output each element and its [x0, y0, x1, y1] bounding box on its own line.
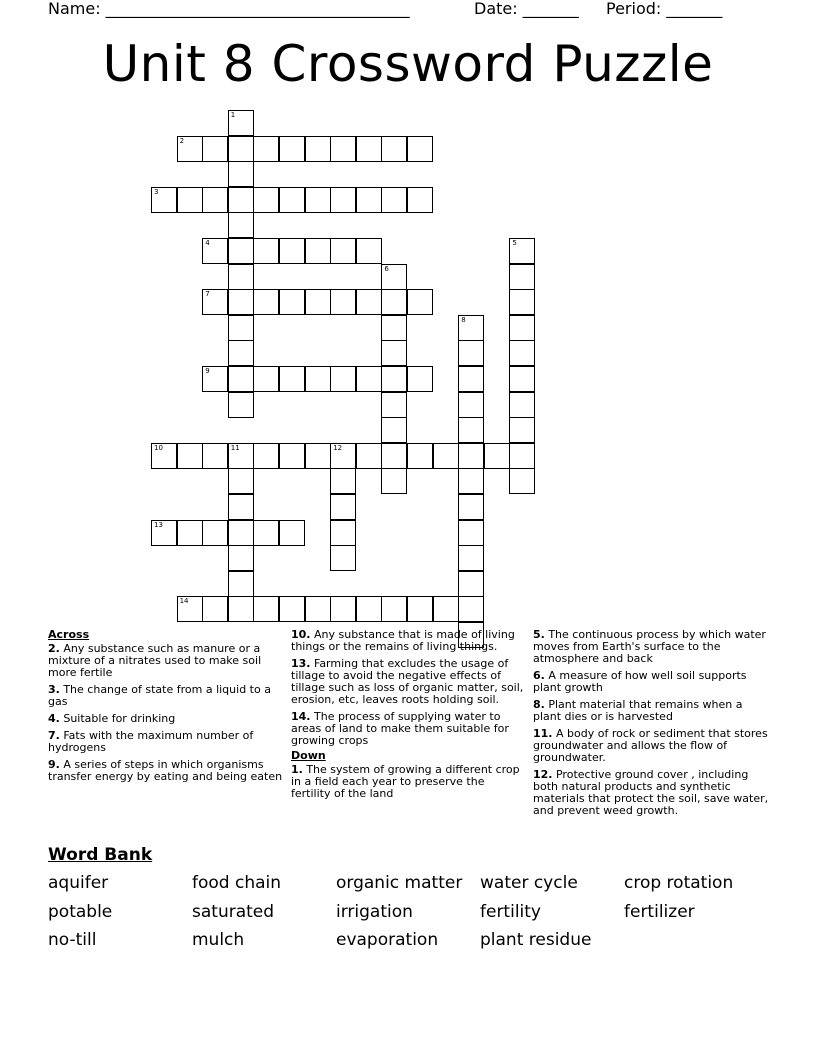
clue [291, 711, 527, 747]
word-bank-word: no-till [48, 930, 97, 950]
crossword-cell[interactable] [356, 136, 382, 162]
crossword-cell[interactable] [202, 187, 228, 213]
word-bank-word: plant residue [480, 930, 592, 950]
word-bank-title: Word Bank [48, 845, 153, 865]
crossword-cell[interactable] [228, 315, 254, 341]
clue-column-2 [291, 629, 527, 805]
crossword-cell[interactable] [228, 443, 254, 469]
clue-number: 10. [291, 628, 311, 641]
word-bank-word: food chain [192, 873, 282, 893]
crossword-cell[interactable] [509, 417, 535, 443]
clue-text: Farming that excludes the usage of tillage to avoid the negative effects of tillage such as loss of organic matter, soil, erosion, etc, leaves roots holding soil. [291, 657, 524, 706]
clue-text: The system of growing a different crop in a field each year to preserve the fertility of the land [291, 763, 520, 800]
clue-text: A series of steps in which organisms transfer energy by eating and being eaten [48, 758, 283, 783]
across-clue-list-continued [291, 629, 527, 747]
crossword-cell[interactable] [253, 520, 279, 546]
clue-number: 7. [48, 729, 60, 742]
clue-number: 3. [48, 683, 60, 696]
crossword-cell[interactable] [177, 443, 203, 469]
crossword-cell[interactable] [151, 443, 177, 469]
word-bank-word: water cycle [480, 873, 578, 893]
crossword-cell[interactable] [330, 187, 356, 213]
word-bank-word: irrigation [336, 902, 413, 922]
clue [48, 730, 284, 754]
clue-text: The process of supplying water to areas of land to make them suitable for growing crops [291, 710, 509, 747]
crossword-cell[interactable] [509, 315, 535, 341]
crossword-cell[interactable] [433, 443, 459, 469]
clue-number: 9. [48, 758, 60, 771]
crossword-cell[interactable] [253, 443, 279, 469]
clue-number: 12 [333, 443, 343, 452]
crossword-cell[interactable] [253, 238, 279, 264]
word-bank-word: aquifer [48, 873, 109, 893]
crossword-cell[interactable] [356, 443, 382, 469]
crossword-cell[interactable] [356, 289, 382, 315]
crossword-cell[interactable] [509, 366, 535, 392]
word-bank-word: fertility [480, 902, 541, 922]
crossword-cell[interactable] [228, 238, 254, 264]
crossword-cell[interactable] [202, 289, 228, 315]
clue-text: Protective ground cover , including both natural products and synthetic materials that protect the soil, save water, and prevent weed growth. [533, 768, 769, 817]
clue-number: 14 [179, 597, 189, 606]
crossword-cell[interactable] [202, 238, 228, 264]
crossword-cell[interactable] [253, 289, 279, 315]
crossword-cell[interactable] [381, 417, 407, 443]
crossword-cell[interactable] [279, 520, 305, 546]
word-bank-word: crop rotation [624, 873, 734, 893]
clue [533, 629, 769, 665]
crossword-cell[interactable] [202, 443, 228, 469]
crossword-cell[interactable] [330, 468, 356, 494]
clue-number: 8. [533, 698, 545, 711]
crossword-cell[interactable] [330, 520, 356, 546]
crossword-cell[interactable] [484, 443, 510, 469]
crossword-cell[interactable] [458, 494, 484, 520]
clue-number: 5 [512, 239, 517, 247]
clue-text: Plant material that remains when a plant dies or is harvested [533, 698, 743, 723]
crossword-cell[interactable] [330, 596, 356, 622]
clue-number: 7 [205, 290, 210, 299]
crossword-cell[interactable] [509, 238, 535, 264]
crossword-cell[interactable] [305, 596, 331, 622]
crossword-cell[interactable] [433, 596, 459, 622]
crossword-cell[interactable] [330, 289, 356, 315]
across-clue-list [48, 643, 284, 783]
crossword-cell[interactable] [407, 443, 433, 469]
clue-number: 8 [461, 315, 466, 324]
crossword-cell[interactable] [381, 315, 407, 341]
crossword-cell[interactable] [202, 366, 228, 392]
crossword-cell[interactable] [356, 596, 382, 622]
crossword-cell[interactable] [151, 187, 177, 213]
clue-column-3 [533, 629, 769, 822]
crossword-cell[interactable] [330, 366, 356, 392]
clue-number: 1 [230, 111, 236, 119]
crossword-cell[interactable] [381, 596, 407, 622]
crossword-cell[interactable] [305, 238, 331, 264]
crossword-cell[interactable] [279, 136, 305, 162]
clue-text: The continuous process by which water moves from Earth's surface to the atmosphere and back [533, 628, 766, 665]
crossword-cell[interactable] [458, 571, 484, 597]
crossword-cell[interactable] [279, 289, 305, 315]
page-title: Unit 8 Crossword Puzzle [102, 35, 714, 93]
crossword-cell[interactable] [356, 366, 382, 392]
clue-text: Fats with the maximum number of hydrogens [48, 729, 254, 754]
crossword-cell[interactable] [202, 520, 228, 546]
crossword-cell[interactable] [381, 392, 407, 418]
crossword-cell[interactable] [509, 340, 535, 366]
crossword-cell[interactable] [356, 238, 382, 264]
crossword-cell[interactable] [381, 468, 407, 494]
crossword-cell[interactable] [228, 212, 254, 238]
crossword-cell[interactable] [381, 289, 407, 315]
crossword-cell[interactable] [458, 392, 484, 418]
crossword-cell[interactable] [381, 340, 407, 366]
crossword-cell[interactable] [381, 136, 407, 162]
crossword-cell[interactable] [177, 520, 203, 546]
crossword-cell[interactable] [330, 238, 356, 264]
crossword-cell[interactable] [407, 366, 433, 392]
clue-text: The change of state from a liquid to a gas [48, 683, 271, 708]
crossword-cell[interactable] [279, 366, 305, 392]
across-heading: Across [48, 628, 90, 641]
clue-column-1 [48, 629, 284, 788]
period-field-label: Period: _______ [606, 0, 723, 18]
word-bank-word: mulch [192, 930, 245, 950]
crossword-cell[interactable] [458, 315, 484, 341]
crossword-cell[interactable] [509, 289, 535, 315]
clue-number: 10 [154, 443, 163, 452]
clue [291, 658, 527, 706]
clue-number: 9 [205, 367, 210, 375]
crossword-cell[interactable] [253, 187, 279, 213]
clue-number: 13. [291, 657, 311, 670]
word-bank-word: evaporation [336, 930, 439, 950]
crossword-cell[interactable] [330, 494, 356, 520]
crossword-cell[interactable] [330, 443, 356, 469]
clue [533, 670, 769, 694]
crossword-cell[interactable] [228, 340, 254, 366]
down-clue-list [291, 764, 527, 800]
clue-number: 6. [533, 669, 545, 682]
crossword-cell[interactable] [458, 366, 484, 392]
crossword-cell[interactable] [458, 468, 484, 494]
clue [533, 728, 769, 764]
word-bank-word: fertilizer [624, 902, 695, 922]
crossword-cell[interactable] [305, 187, 331, 213]
crossword-cell[interactable] [228, 136, 254, 162]
name-field-label: Name: ______________________________________ [48, 0, 410, 18]
crossword-cell[interactable] [279, 187, 305, 213]
clue-text: Suitable for drinking [59, 712, 176, 725]
down-clue-list-continued [533, 629, 769, 817]
crossword-cell[interactable] [228, 110, 254, 136]
clue [533, 769, 769, 817]
crossword-cell[interactable] [279, 238, 305, 264]
crossword-cell[interactable] [202, 136, 228, 162]
crossword-cell[interactable] [381, 366, 407, 392]
crossword-cell[interactable] [407, 289, 433, 315]
crossword-cell[interactable] [458, 545, 484, 571]
crossword-cell[interactable] [228, 596, 254, 622]
crossword-cell[interactable] [228, 392, 254, 418]
crossword-cell[interactable] [305, 289, 331, 315]
crossword-cell[interactable] [356, 187, 382, 213]
crossword-cell[interactable] [458, 443, 484, 469]
crossword-cell[interactable] [253, 366, 279, 392]
crossword-cell[interactable] [228, 187, 254, 213]
crossword-cell[interactable] [177, 187, 203, 213]
clue [533, 699, 769, 723]
clue [48, 684, 284, 708]
clue-number: 11. [533, 727, 553, 740]
crossword-cell[interactable] [381, 264, 407, 290]
crossword-cell[interactable] [509, 264, 535, 290]
crossword-cell[interactable] [202, 596, 228, 622]
clue-text: Any substance such as manure or a mixture of a nitrates used to make soil more fertile [48, 642, 262, 679]
crossword-cell[interactable] [381, 187, 407, 213]
crossword-cell[interactable] [151, 520, 177, 546]
clue-number: 2. [48, 642, 60, 655]
crossword-cell[interactable] [228, 494, 254, 520]
crossword-cell[interactable] [407, 596, 433, 622]
crossword-cell[interactable] [228, 545, 254, 571]
crossword-cell[interactable] [509, 443, 535, 469]
crossword-cell[interactable] [279, 443, 305, 469]
clue-text: A body of rock or sediment that stores groundwater and allows the flow of groundwater. [533, 727, 768, 764]
crossword-cell[interactable] [330, 136, 356, 162]
crossword-cell[interactable] [177, 596, 203, 622]
crossword-cell[interactable] [330, 545, 356, 571]
clue [48, 713, 284, 725]
crossword-cell[interactable] [305, 136, 331, 162]
crossword-cell[interactable] [279, 596, 305, 622]
crossword-cell[interactable] [458, 596, 484, 622]
clue-number: 12. [533, 768, 553, 781]
crossword-cell[interactable] [407, 136, 433, 162]
crossword-cell[interactable] [228, 468, 254, 494]
clue-number: 1. [291, 763, 303, 776]
crossword-cell[interactable] [228, 571, 254, 597]
clue [48, 643, 284, 679]
date-field-label: Date: _______ [474, 0, 579, 18]
clue-number: 3 [154, 187, 159, 196]
clue [291, 629, 527, 653]
crossword-cell[interactable] [407, 187, 433, 213]
crossword-cell[interactable] [177, 136, 203, 162]
clue [291, 764, 527, 800]
crossword-cell[interactable] [228, 161, 254, 187]
down-heading: Down [291, 749, 326, 762]
word-bank-word: potable [48, 902, 113, 922]
crossword-cell[interactable] [228, 366, 254, 392]
clue-number: 4. [48, 712, 60, 725]
crossword-cell[interactable] [458, 417, 484, 443]
crossword-cell[interactable] [509, 468, 535, 494]
word-bank-word: saturated [192, 902, 275, 922]
crossword-cell[interactable] [381, 443, 407, 469]
clue-number: 11 [230, 443, 240, 452]
clue-number: 4 [205, 239, 210, 247]
clue [48, 759, 284, 783]
clue-number: 5. [533, 628, 545, 641]
crossword-cell[interactable] [228, 520, 254, 546]
crossword-cell[interactable] [228, 264, 254, 290]
crossword-cell[interactable] [305, 366, 331, 392]
clue-number: 13 [154, 520, 163, 529]
crossword-cell[interactable] [253, 136, 279, 162]
crossword-cell[interactable] [509, 392, 535, 418]
crossword-cell[interactable] [458, 520, 484, 546]
crossword-cell[interactable] [305, 443, 331, 469]
clue-number: 2 [179, 136, 185, 145]
clue-text: Any substance that is made of living things or the remains of living things. [291, 628, 515, 653]
word-bank-word: organic matter [336, 873, 463, 893]
clue-number: 14. [291, 710, 311, 723]
clue-number: 6 [384, 264, 389, 273]
clue-text: A measure of how well soil supports plant growth [533, 669, 747, 694]
crossword-cell[interactable] [253, 596, 279, 622]
crossword-cell[interactable] [228, 289, 254, 315]
crossword-cell[interactable] [458, 340, 484, 366]
